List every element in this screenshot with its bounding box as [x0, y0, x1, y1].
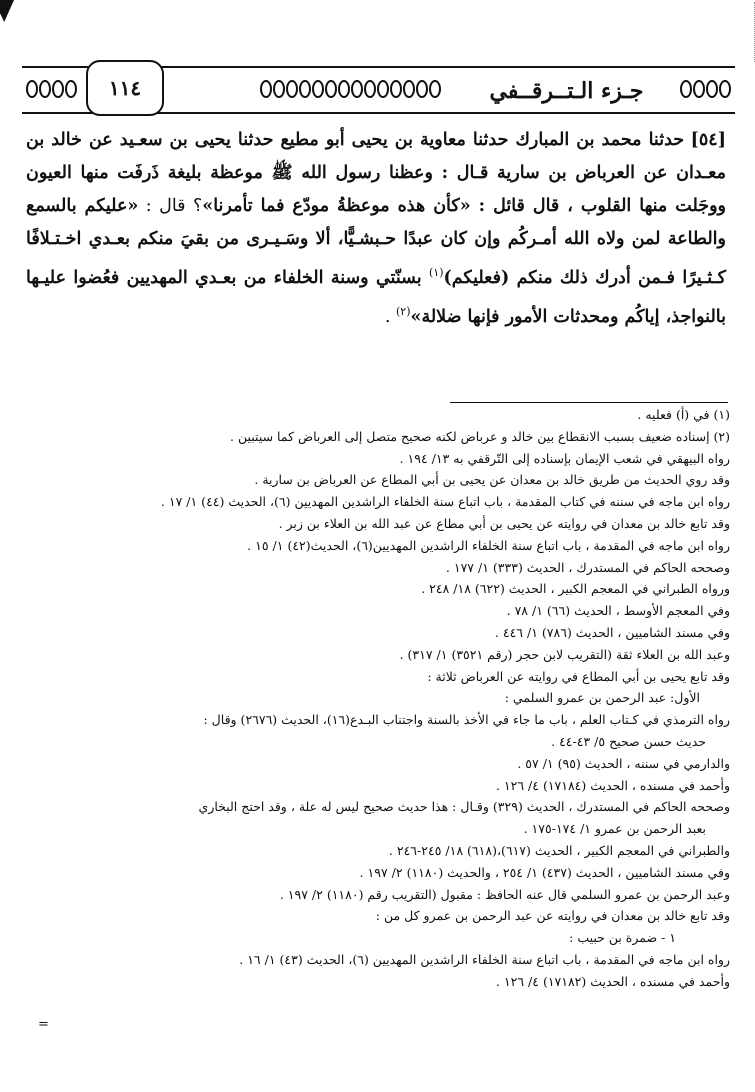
- footnote-line: رواه الترمذي في كـتاب العلم ، باب ما جاء في الأخذ بالسنة واجتناب البـدع(١٦)، الحديث (٢٦٧٦) وقال :: [203, 712, 730, 728]
- footnotes: [24, 404, 730, 993]
- footnote-line: رواه ابن ماجه في سننه في كتاب المقدمة ، باب اتباع سنة الخلفاء الراشدين المهديين (٦)، الحديث (٤٤) ١/ ١٧ .: [160, 494, 730, 510]
- footnote-line: والطبراني في المعجم الكبير ، الحديث (٦١٧)،(٦١٨) ١٨/ ٢٤٥-٢٤٦ .: [388, 842, 730, 858]
- footnote-separator: [450, 402, 728, 403]
- footnote-line: وفي مسند الشاميين ، الحديث (٧٨٦) ١/ ٤٤٦ .: [494, 624, 730, 640]
- hadith-number: [٥٤]: [690, 130, 726, 150]
- footnote-line: وفي مسند الشاميين ، الحديث (٤٣٧) ١/ ٢٥٤ ، والحديث (١١٨٠) ٢/ ١٩٧ .: [359, 864, 730, 880]
- footnote-line: (٢) إسناده ضعيف بسبب الانقطاع بين خالد و عرباض لكنه صحيح متصل إلى العرباض كما سيتبين .: [230, 428, 730, 444]
- footnote-line: رواه ابن ماجه في المقدمة ، باب اتباع سنة الخلفاء الراشدين المهديين(٦)، الحديث(٤٢) ١/ ١٥ .: [247, 537, 730, 553]
- footnote-line: وصححه الحاكم في المستدرك ، الحديث (٣٣٣) ١/ ١٧٧ .: [445, 559, 730, 575]
- footnote-line: رواه ابن ماجه في المقدمة ، باب اتباع سنة الخلفاء الراشدين المهديين (٦)، الحديث (٤٣) ١/ ١٦ .: [239, 951, 730, 967]
- hadith-quote-3: بسنّتي وسنة الخلفاء من بعـدي المهديين فعُضوا عليـها بالنواجذ، إياكُم ومحدثات الأمور فإنها ضلالة»: [26, 267, 726, 327]
- corner-mark: [0, 0, 14, 22]
- ornament-left-icon: [26, 80, 77, 100]
- footnote-line: وقد تابع يحيى بن أبي المطاع في روايته عن العرباض ثلاثة :: [427, 668, 730, 684]
- footnote-line: وقد تابع خالد بن معدان في روايته عن يحيى بن أبي مطاع عن عبد الله بن العلاء بن زبر .: [278, 515, 730, 531]
- footnote-line: ١ - ضمرة بن حبيب :: [569, 930, 676, 946]
- hadith-text-end: .: [384, 306, 396, 327]
- hadith-text-part-2: ؟ قال :: [138, 196, 203, 216]
- ornament-middle-icon: [260, 80, 441, 100]
- footnote-line: وفي المعجم الأوسط ، الحديث (٦٦) ١/ ٧٨ .: [506, 603, 730, 619]
- footnote-line: وأحمد في مسنده ، الحديث (١٧١٨٢) ٤/ ١٢٦ .: [495, 973, 730, 989]
- footnote-line: الأول: عبد الرحمن بن عمرو السلمي :: [504, 690, 700, 706]
- page-edge-dots: [744, 2, 755, 62]
- footnote-line: حديث حسن صحيح ٥/ ٤٣-٤٤ .: [551, 733, 706, 749]
- footnote-line: ورواه الطبراني في المعجم الكبير ، الحديث (٦٢٢) ١٨/ ٢٤٨ .: [421, 581, 730, 597]
- page-header: [22, 58, 735, 120]
- running-title: جـزء الـتــرقــفي: [454, 76, 679, 106]
- ornament-right-icon: [680, 80, 731, 100]
- footnote-line: بعبد الرحمن بن عمرو ١/ ١٧٤-١٧٥ .: [523, 821, 706, 837]
- footnote-line: وعبد الرحمن بن عمرو السلمي قال عنه الحافظ : مقبول (التقريب رقم (١١٨٠) ٢/ ١٩٧ .: [279, 886, 730, 902]
- footnote-ref-2: (٢): [395, 304, 411, 318]
- footnote-line: وقد روي الحديث من طريق خالد بن معدان عن يحيى بن أبي المطاع عن العرباض بن سارية .: [254, 472, 730, 488]
- hadith-quote-2: «عليكم بالسمع والطاعة لمن ولاه الله أمـركُم وإن كان عبدًا حـبشـيًّا، ألا وسَـيـرى من بقيَ منكم بعـدي اخـتـلافًا كـثـيرًا فـمن أدرك ذلك منكم (فعليكم): [26, 196, 726, 288]
- footnote-line: وقد تابع خالد بن معدان في روايته عن عبد الرحمن بن عمرو كل من :: [375, 908, 730, 924]
- hadith-text: [26, 124, 726, 334]
- page-number: ١١٤: [86, 60, 164, 116]
- footnote-ref-1: (١): [428, 266, 444, 279]
- side-mark: =: [38, 1017, 49, 1032]
- footnote-line: وصححه الحاكم في المستدرك ، الحديث (٣٢٩) وقـال : هذا حديث صحيح ليس له علة ، وقد احتج البخاري: [198, 799, 730, 815]
- footnote-line: رواه البيهقي في شعب الإيمان بإسناده إلى التّرقفي به ١٣/ ١٩٤ .: [399, 450, 730, 466]
- hadith-text-part-1: حدثنا محمد بن المبارك حدثنا معاوية بن يحيى أبو مطيع حدثنا يحيى بن سعـيد عن خالد بن معـدان عن العرباض بن سارية قـال : وعظنا رسول الله ﷺ موعظة بليغة ذَرفَت منها العيون ووجَلت منها القلوب ، قال قائل :: [26, 130, 726, 216]
- footnote-line: وعبد الله بن العلاء ثقة (التقريب لابن حجر (رقم ٣٥٢١) ١/ ٣١٧) .: [399, 646, 730, 662]
- hadith-quote-1: «كأن هذه موعظةُ مودّع فما تأمرنا»: [202, 196, 471, 216]
- footnote-line: والدارمي في سننه ، الحديث (٩٥) ١/ ٥٧ .: [517, 755, 730, 771]
- footnote-line: (١) في (أ) فعليه .: [637, 407, 730, 422]
- footnote-line: وأحمد في مسنده ، الحديث (١٧١٨٤) ٤/ ١٢٦ .: [495, 777, 730, 793]
